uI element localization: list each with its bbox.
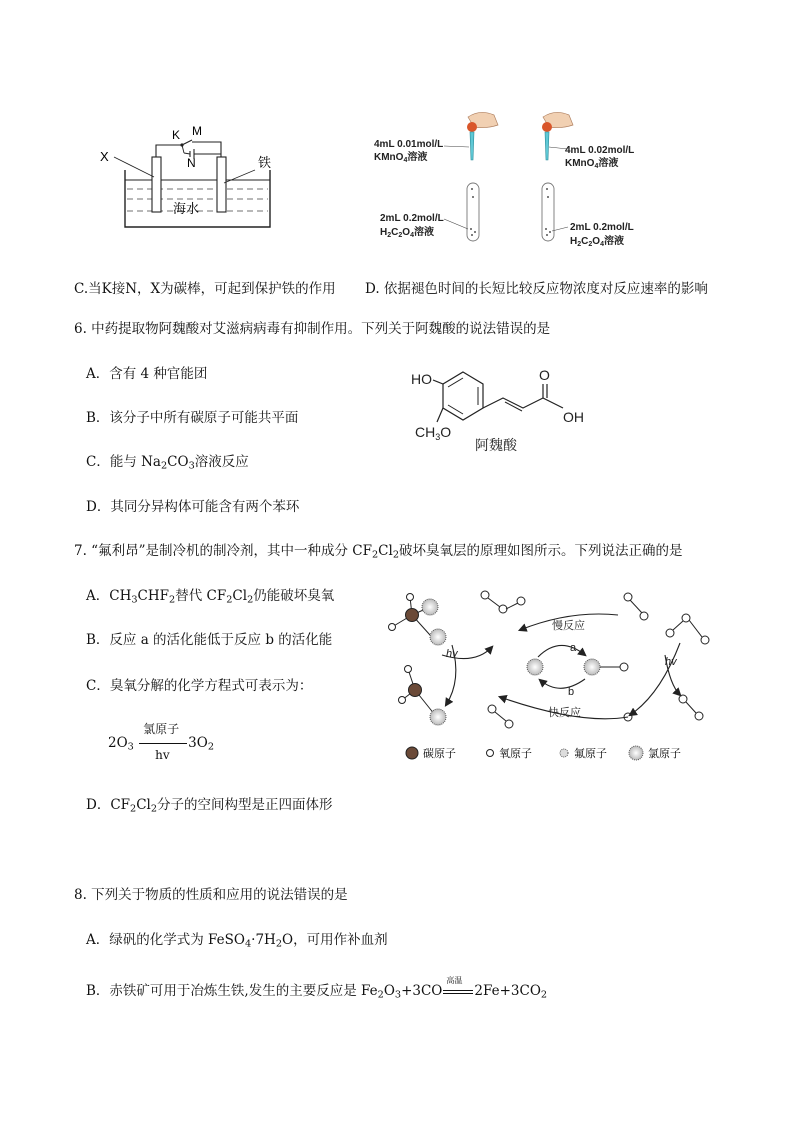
- q8-stem: 8. 下列关于物质的性质和应用的说法错误的是: [74, 887, 348, 903]
- right-top-label-1: 4mL 0.02mol/L: [565, 145, 635, 156]
- label-n: N: [187, 156, 196, 170]
- q7-stem: 7. “氟利昂”是制冷机的制冷剂，其中一种成分 $CF_2Cl_2$破坏臭氧层的原理如图所示。下列说法正确的是: [74, 543, 683, 561]
- ferulic-acid-structure: [405, 362, 595, 457]
- q6-option-b: B．该分子中所有碳原子可能共平面: [86, 410, 299, 426]
- legend-fluorine: 氟原子: [574, 748, 607, 760]
- svg-text:CH3O: $CH_3O$: [415, 424, 452, 442]
- label-x: X: [100, 149, 109, 164]
- svg-text:HO: HO: [411, 371, 432, 387]
- svg-text:H2C2O4溶液: $H_2C_2O_4$溶液: [570, 236, 624, 248]
- ozone-equation: $2O_3$ 氯原子 hv $3O_2$: [108, 721, 215, 762]
- q6-stem: 6. 中药提取物阿魏酸对艾滋病病毒有抑制作用。下列关于阿魏酸的说法错误的是: [74, 321, 551, 337]
- svg-text:KMnO4溶液: KMnO$_4$溶液: [565, 158, 619, 170]
- compound-name: 阿魏酸: [475, 437, 517, 453]
- svg-text:hv: hv: [446, 648, 458, 660]
- left-top-label-1: 4mL 0.01mol/L: [374, 139, 444, 150]
- svg-text:O: O: [539, 367, 550, 383]
- q7-option-d: D．$CF_2Cl_2$分子的空间构型是正四面体形: [86, 797, 333, 815]
- legend-carbon: 碳原子: [423, 748, 456, 760]
- option-d-line: D. 依据褪色时间的长短比较反应物浓度对反应速率的影响: [365, 281, 708, 297]
- q7-option-c: C．臭氧分解的化学方程式可表示为：: [86, 678, 313, 694]
- q6-option-d: D．其同分异构体可能含有两个苯环: [86, 499, 300, 515]
- legend-oxygen: 氧原子: [499, 748, 532, 760]
- q8-option-b: B．赤铁矿可用于冶炼生铁,发生的主要反应是 $Fe_2O_3+3CO$ 高温 $2Fe+3CO_2$: [86, 975, 548, 1001]
- slow-reaction-label: 慢反应: [552, 620, 585, 632]
- q7-option-b: B．反应 a 的活化能低于反应 b 的活化能: [86, 632, 333, 648]
- label-seawater: 海水: [173, 201, 200, 216]
- q6-option-c: C．能与 $Na_2CO_3$溶液反应: [86, 454, 249, 472]
- label-m: M: [192, 125, 202, 138]
- svg-text:KMnO4溶液: KMnO$_4$溶液: [374, 152, 428, 164]
- right-bot-label-1: 2mL 0.2mol/L: [570, 222, 634, 233]
- option-c-line: C.当K接N，X为碳棒，可起到保护铁的作用: [74, 281, 336, 297]
- q7-option-a: A．$CH_3CHF_2$替代 $CF_2Cl_2$仍能破坏臭氧: [86, 588, 335, 606]
- svg-text:b: b: [568, 686, 575, 698]
- label-iron: 铁: [258, 155, 272, 170]
- svg-text:hv: hv: [665, 656, 677, 668]
- legend-chlorine: 氯原子: [648, 748, 681, 760]
- label-k: K: [172, 128, 181, 142]
- left-bot-label-1: 2mL 0.2mol/L: [380, 213, 444, 224]
- ozone-cycle-diagram: [380, 585, 730, 770]
- svg-text:H2C2O4溶液: $H_2C_2O_4$溶液: [380, 227, 434, 239]
- q8-option-a: A．绿矾的化学式为 $FeSO_4\cdot 7H_2O$，可用作补血剂: [86, 932, 388, 950]
- right-top-label-3: 溶液: [598, 158, 619, 169]
- q6-option-a: A．含有 4 种官能团: [86, 366, 208, 382]
- svg-text:a: a: [570, 642, 577, 654]
- fast-reaction-label: 快反应: [548, 707, 581, 719]
- right-top-label-2: KMnO: [565, 158, 595, 169]
- left-top-label-2: KMnO: [374, 152, 404, 163]
- left-top-label-3: 溶液: [407, 152, 428, 163]
- test-tube-figure: [370, 105, 670, 255]
- svg-text:OH: OH: [563, 409, 584, 425]
- electrochemical-cell-figure: [100, 125, 300, 235]
